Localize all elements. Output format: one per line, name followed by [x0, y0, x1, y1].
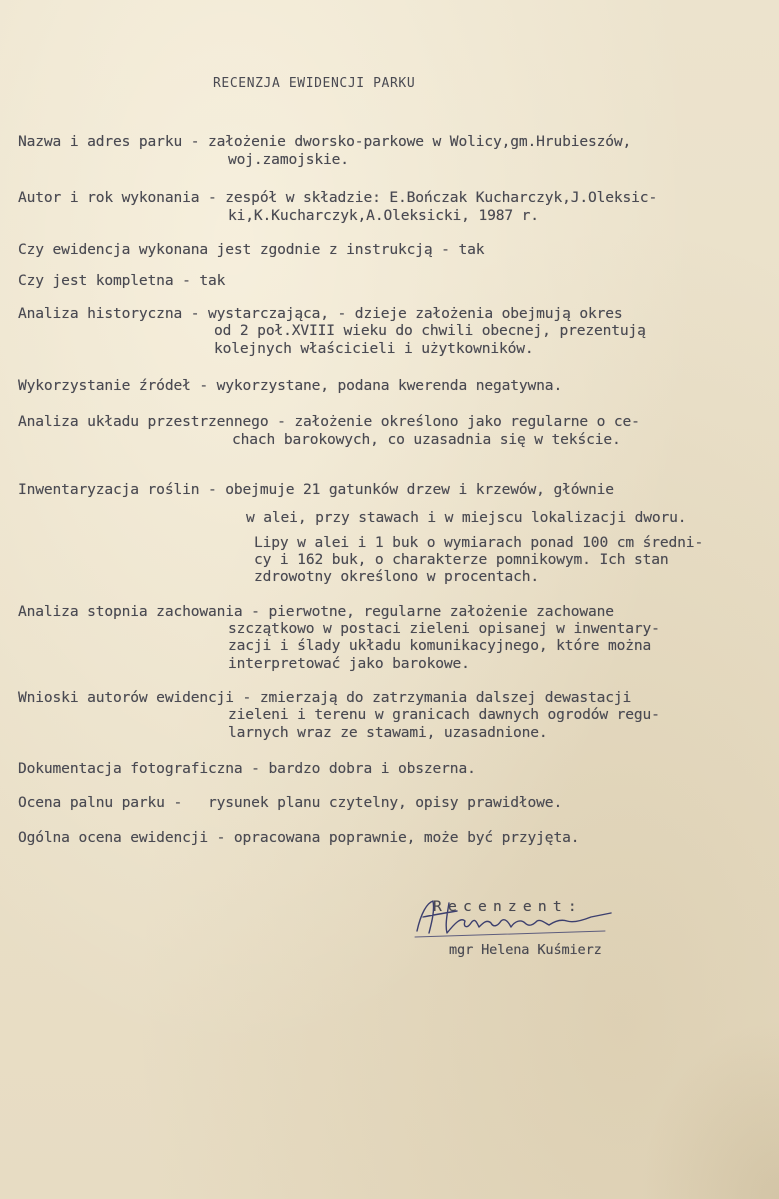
text-line: kolejnych właścicieli i użytkowników.: [214, 340, 534, 357]
text-line: Lipy w alei i 1 buk o wymiarach ponad 100 cm średni-: [254, 534, 704, 551]
text-line: interpretować jako barokowe.: [228, 655, 470, 672]
handwritten-signature: [405, 893, 655, 943]
text-line: cy i 162 buk, o charakterze pomnikowym. Ich stan: [254, 551, 669, 568]
text-line: Czy ewidencja wykonana jest zgodnie z instrukcją - tak: [18, 241, 485, 258]
text-line: od 2 poł.XVIII wieku do chwili obecnej, prezentują: [214, 322, 646, 339]
document-title: RECENZJA EWIDENCJI PARKU: [213, 76, 416, 91]
reviewer-label: Recenzent:: [433, 898, 583, 915]
text-line: Wnioski autorów ewidencji - zmierzają do zatrzymania dalszej dewastacji: [18, 689, 632, 706]
reviewer-name: mgr Helena Kuśmierz: [449, 942, 602, 958]
text-line: Analiza historyczna - wystarczająca, - dzieje założenia obejmują okres: [18, 305, 623, 322]
text-line: zieleni i terenu w granicach dawnych ogrodów regu-: [228, 706, 660, 723]
text-line: Analiza układu przestrzennego - założenie określono jako regularne o ce-: [18, 413, 640, 430]
text-line: Ogólna ocena ewidencji - opracowana poprawnie, może być przyjęta.: [18, 829, 580, 846]
text-line: zacji i ślady układu komunikacyjnego, które można: [228, 637, 652, 654]
text-line: Wykorzystanie źródeł - wykorzystane, podana kwerenda negatywna.: [18, 377, 563, 394]
text-line: chach barokowych, co uzasadnia się w tekście.: [232, 431, 621, 448]
text-line: woj.zamojskie.: [228, 151, 349, 168]
text-line: Dokumentacja fotograficzna - bardzo dobra i obszerna.: [18, 760, 476, 777]
text-line: Analiza stopnia zachowania - pierwotne, regularne założenie zachowane: [18, 603, 614, 620]
text-line: szczątkowo w postaci zieleni opisanej w inwentary-: [228, 620, 660, 637]
text-line: Autor i rok wykonania - zespół w składzie: E.Bończak Kucharczyk,J.Oleksic-: [18, 189, 658, 206]
text-line: zdrowotny określono w procentach.: [254, 568, 539, 585]
text-line: Nazwa i adres parku - założenie dworsko-parkowe w Wolicy,gm.Hrubieszów,: [18, 133, 632, 150]
text-line: w alei, przy stawach i w miejscu lokalizacji dworu.: [246, 509, 687, 526]
paper-stain: [639, 1019, 779, 1199]
text-line: Ocena palnu parku - rysunek planu czytelny, opisy prawidłowe.: [18, 794, 563, 811]
text-line: Inwentaryzacja roślin - obejmuje 21 gatunków drzew i krzewów, głównie: [18, 481, 614, 498]
text-line: ki,K.Kucharczyk,A.Oleksicki, 1987 r.: [228, 207, 539, 224]
text-line: larnych wraz ze stawami, uzasadnione.: [228, 724, 548, 741]
text-line: Czy jest kompletna - tak: [18, 272, 226, 289]
